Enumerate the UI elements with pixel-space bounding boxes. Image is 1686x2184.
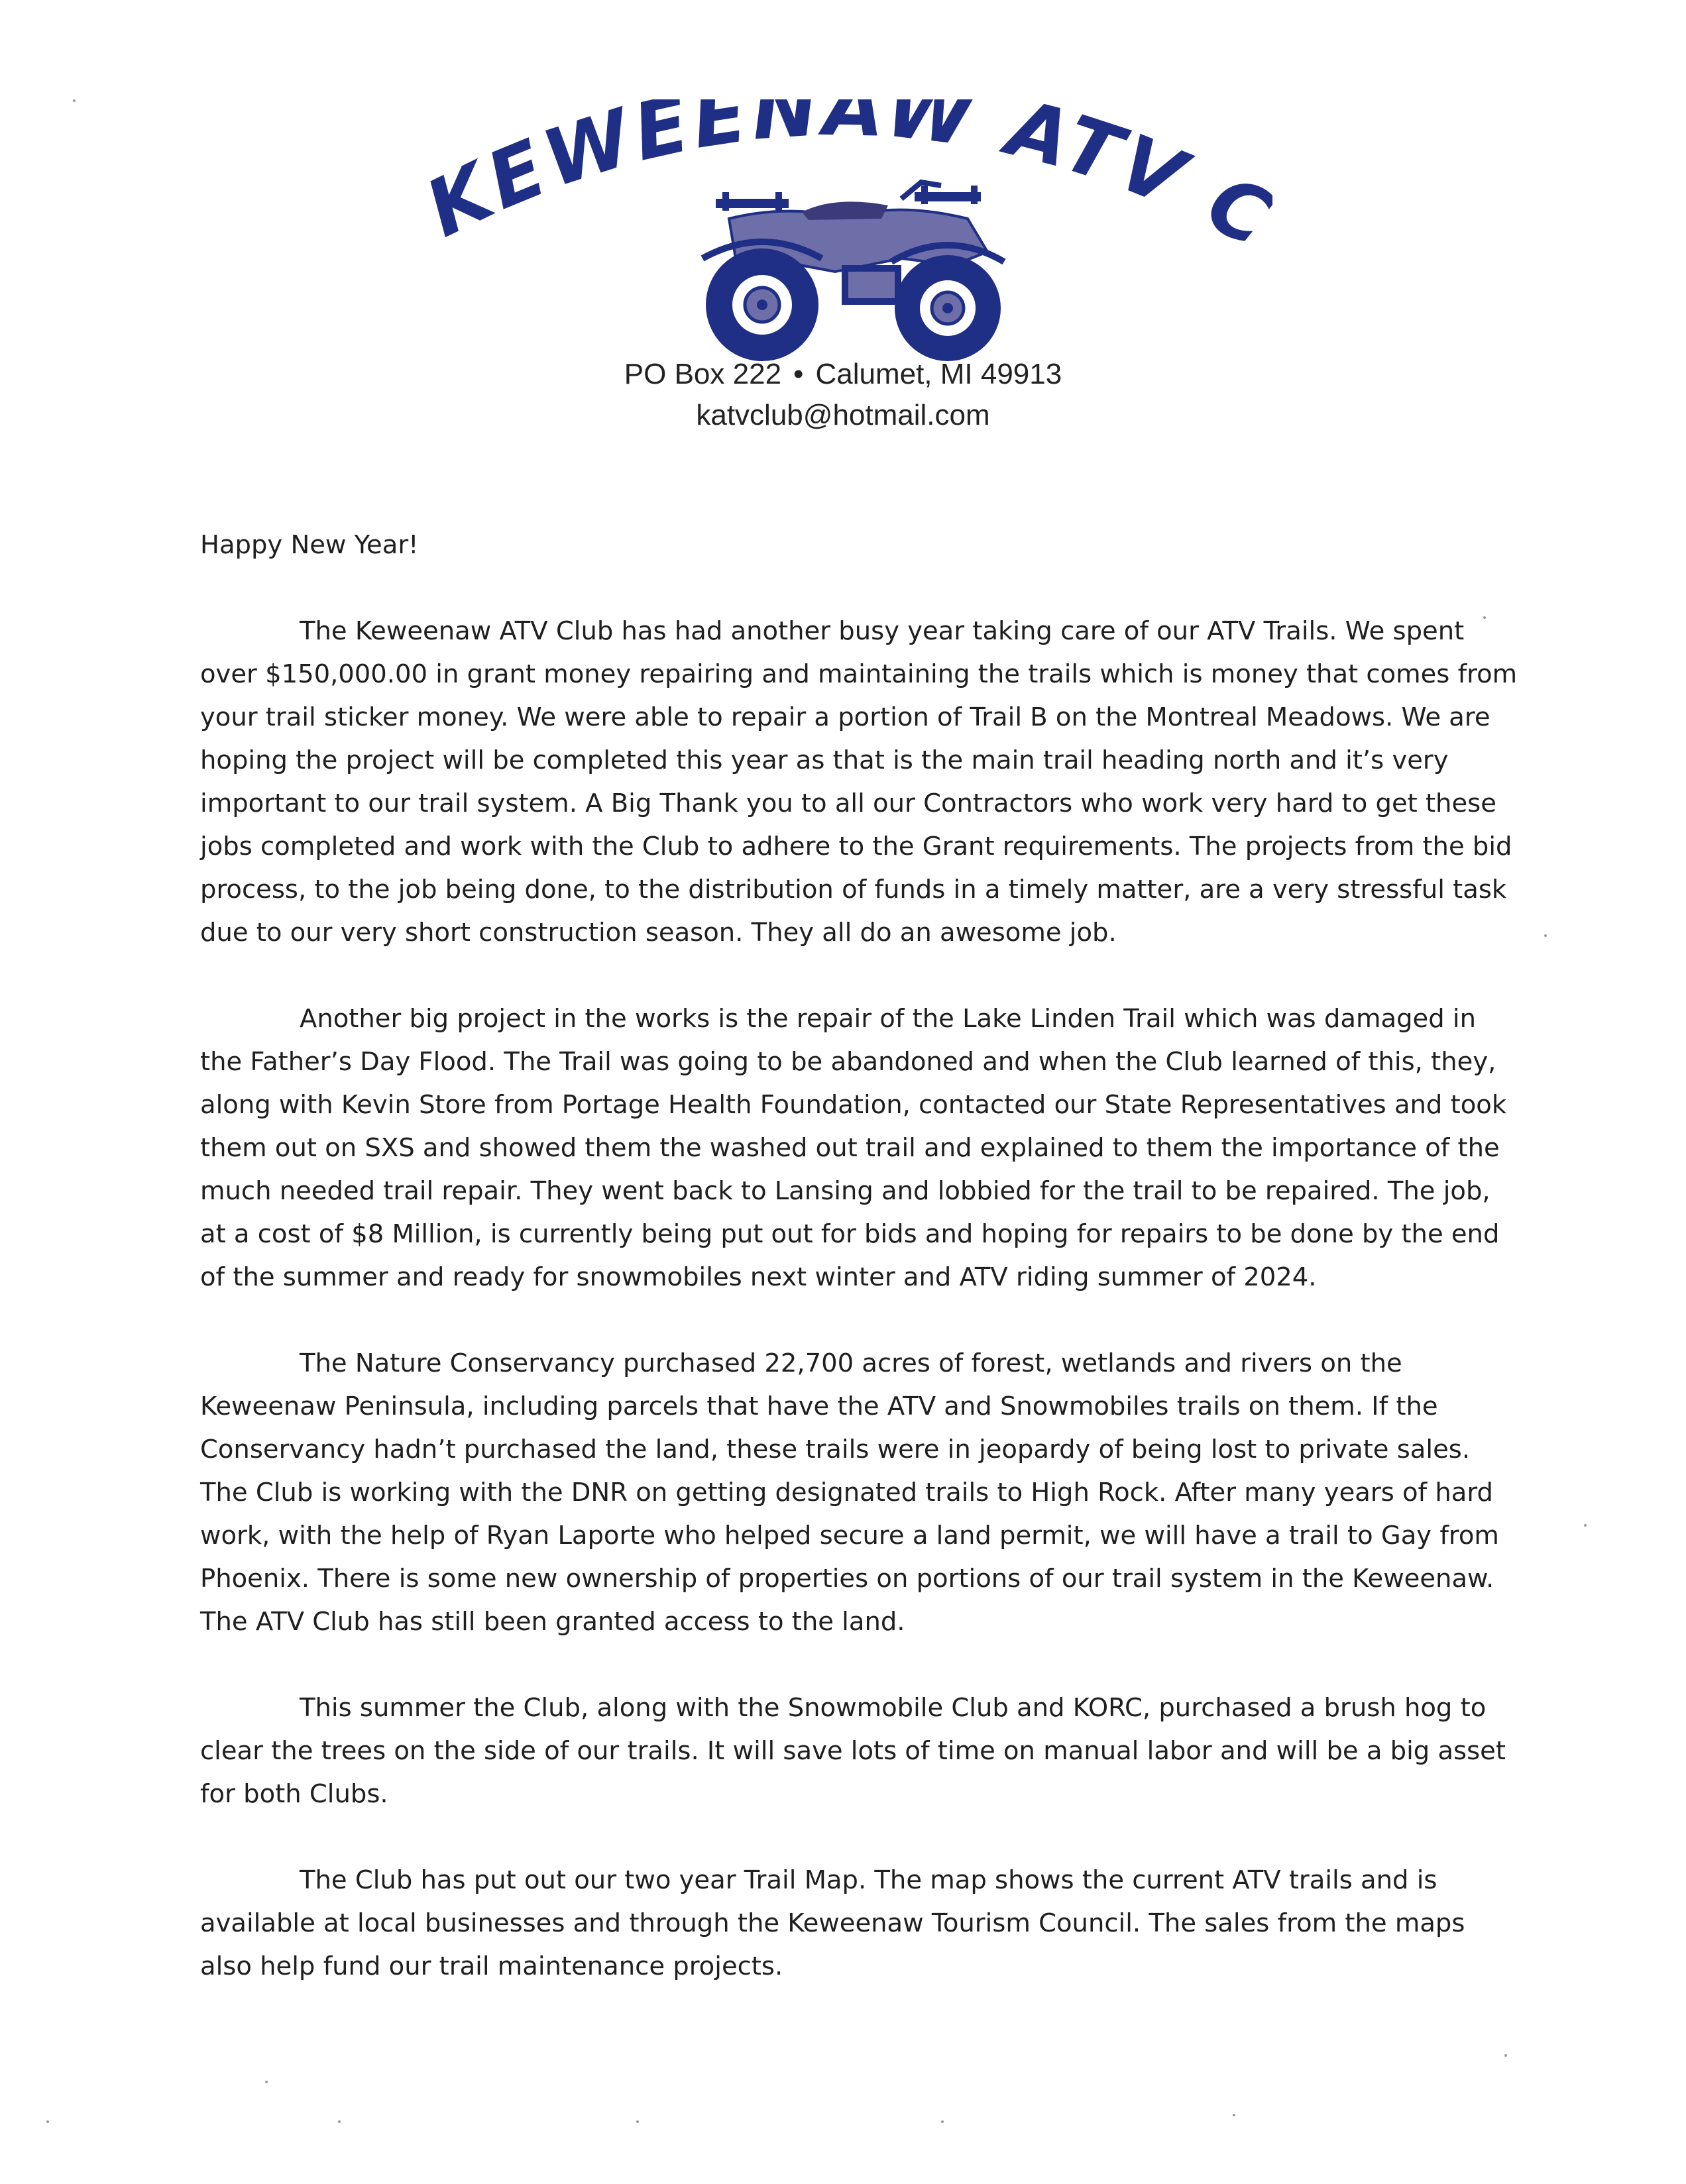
paragraph-brush-hog: This summer the Club, along with the Snowmobile Club and KORC, purchased a brush hog to clear the trees on the side of our trails. It will save lots of time on manual labor and will be a big asset for both Clubs. xyxy=(200,1693,1506,1809)
club-logo xyxy=(424,99,1272,364)
paragraph-nature-conservancy: The Nature Conservancy purchased 22,700 acres of forest, wetlands and rivers on the Keweenaw Peninsula, including parcels that have the ATV and Snowmobiles trails on them. If the Conservancy hadn’t purchased the land, these trails were in jeopardy of being lost to private sales. The Club is working with the DNR on getting designated trails to High Rock. After many years of hard work, with the help of Ryan Laporte who helped secure a land permit, we will have a trail to Gay from Phoenix. There is some new ownership of properties on portions of our trail system in the Keweenaw. The ATV Club has still been granted access to the land. xyxy=(200,1348,1499,1637)
city-state-zip: Calumet, MI 49913 xyxy=(815,358,1062,390)
address-separator: • xyxy=(793,358,804,390)
logo-text: EWEENAW ATV xyxy=(474,99,1201,227)
email-address: katvclub@hotmail.com xyxy=(696,399,990,431)
paragraph-lake-linden: Another big project in the works is the repair of the Lake Linden Trail which was damaged in the Father’s Day Flood. The Trail was going to be abandoned and when the Club learned of this, they, along with Kevin Store from Portage Health Foundation, contacted our State Representatives and took them out on SXS and showed them the washed out trail and explained to them the importance of the much needed trail repair. They went back to Lansing and lobbied for the trail to be repaired. The job, at a cost of $8 Million, is currently being put out for bids and hoping for repairs to be done by the end of the summer and ready for snowmobiles next winter and ATV riding summer of 2024. xyxy=(200,1004,1507,1292)
po-box: PO Box 222 xyxy=(624,358,782,390)
address-line xyxy=(0,358,1686,391)
letter-body xyxy=(200,523,1519,2031)
atv-icon xyxy=(702,182,1004,361)
paragraph-grants: The Keweenaw ATV Club has had another busy year taking care of our ATV Trails. We spent over $150,000.00 in grant money repairing and maintaining the trails which is money that comes from your trail sticker money. We were able to repair a portion of Trail B on the Montreal Meadows. We are hoping the project will be completed this year as that is the main trail heading north and it’s very important to our trail system. A Big Thank you to all our Contractors who work very hard to get these jobs completed and work with the Club to adhere to the Grant requirements. The projects from the bid process, to the job being done, to the distribution of funds in a timely matter, are a very stressful task due to our very short construction season. They all do an awesome job. xyxy=(200,616,1518,948)
paragraph-trail-map: The Club has put out our two year Trail Map. The map shows the current ATV trails and is available at local businesses and through the Keweenaw Tourism Council. The sales from the maps also help fund our trail maintenance projects. xyxy=(200,1865,1465,1981)
greeting: Happy New Year! xyxy=(200,530,419,560)
